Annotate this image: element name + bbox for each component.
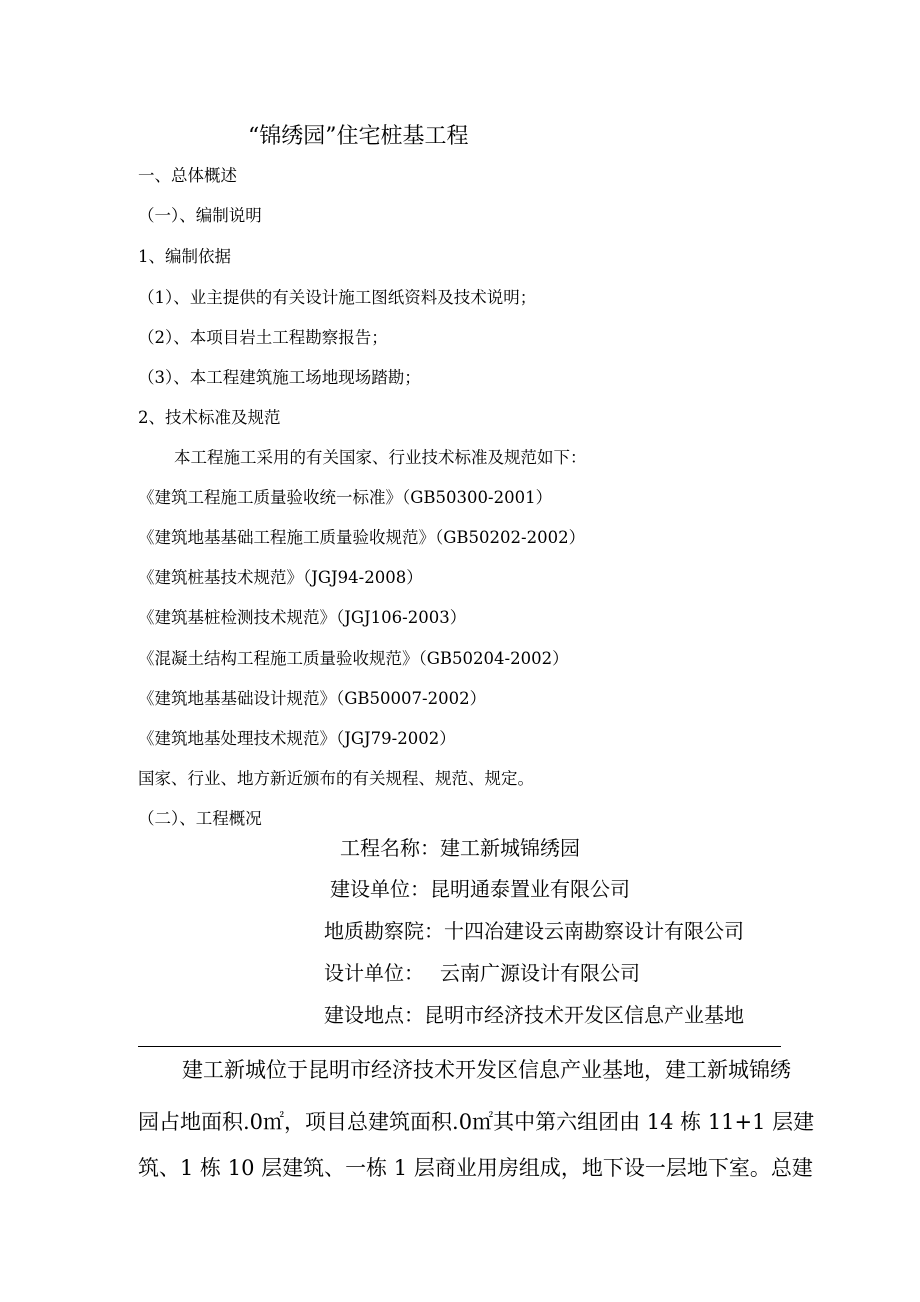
info-row-design-unit: [324, 963, 640, 983]
info-value: 云南广源设计有限公司: [440, 961, 640, 985]
body-paragraph-line: 建工新城位于昆明市经济技术开发区信息产业基地，建工新城锦绣: [182, 1058, 791, 1082]
info-label: 建设地点：: [324, 1003, 424, 1027]
body-paragraph-line: 筑、1 栋 10 层建筑、一栋 1 层商业用房组成，地下设一层地下室。总建: [138, 1156, 813, 1180]
info-label: 地质勘察院：: [324, 919, 444, 943]
body-paragraph-line: 园占地面积.0㎡，项目总建筑面积.0㎡其中第六组团由 14 栋 11+1 层建: [138, 1110, 815, 1134]
info-value: 建工新城锦绣园: [440, 836, 580, 860]
standard-item: 《建筑地基处理技术规范》（JGJ79-2002）: [138, 729, 456, 748]
info-row-survey-institute: [324, 921, 744, 941]
standard-item: 《混凝土结构工程施工质量验收规范》（GB50204-2002）: [138, 649, 569, 668]
document-title: “锦绣园”住宅桩基工程: [248, 124, 469, 149]
standards-closing: 国家、行业、地方新近颁布的有关规程、规范、规定。: [138, 769, 534, 788]
subsection-heading-project-overview: （二）、工程概况: [138, 809, 262, 828]
info-label: 设计单位：: [324, 961, 424, 985]
standards-intro: 本工程施工采用的有关国家、行业技术标准及规范如下：: [174, 448, 587, 467]
info-label: 建设单位：: [330, 877, 430, 901]
section-heading-overview: 一、总体概述: [138, 166, 237, 185]
info-row-location: [324, 1005, 744, 1025]
standard-item: 《建筑桩基技术规范》（JGJ94-2008）: [138, 568, 423, 587]
horizontal-rule: [138, 1046, 781, 1047]
basis-heading: 1、编制依据: [138, 247, 231, 266]
standard-item: 《建筑基桩检测技术规范》（JGJ106-2003）: [138, 608, 467, 627]
standard-item: 《建筑地基基础工程施工质量验收规范》（GB50202-2002）: [138, 528, 586, 547]
basis-item: （1）、业主提供的有关设计施工图纸资料及技术说明；: [138, 288, 537, 307]
standards-heading: 2、技术标准及规范: [138, 408, 281, 427]
info-value: 十四冶建设云南勘察设计有限公司: [444, 919, 744, 943]
info-row-developer: [330, 879, 630, 899]
info-label: 工程名称：: [340, 836, 440, 860]
info-row-project-name: [340, 838, 580, 858]
basis-item: （3）、本工程建筑施工场地现场踏勘；: [138, 368, 421, 387]
basis-item: （2）、本项目岩土工程勘察报告；: [138, 328, 388, 347]
info-value: 昆明通泰置业有限公司: [430, 877, 630, 901]
standard-item: 《建筑工程施工质量验收统一标准》（GB50300-2001）: [138, 488, 553, 507]
info-value: 昆明市经济技术开发区信息产业基地: [424, 1003, 744, 1027]
subsection-heading-explanation: （一）、编制说明: [138, 206, 262, 225]
standard-item: 《建筑地基基础设计规范》（GB50007-2002）: [138, 689, 487, 708]
